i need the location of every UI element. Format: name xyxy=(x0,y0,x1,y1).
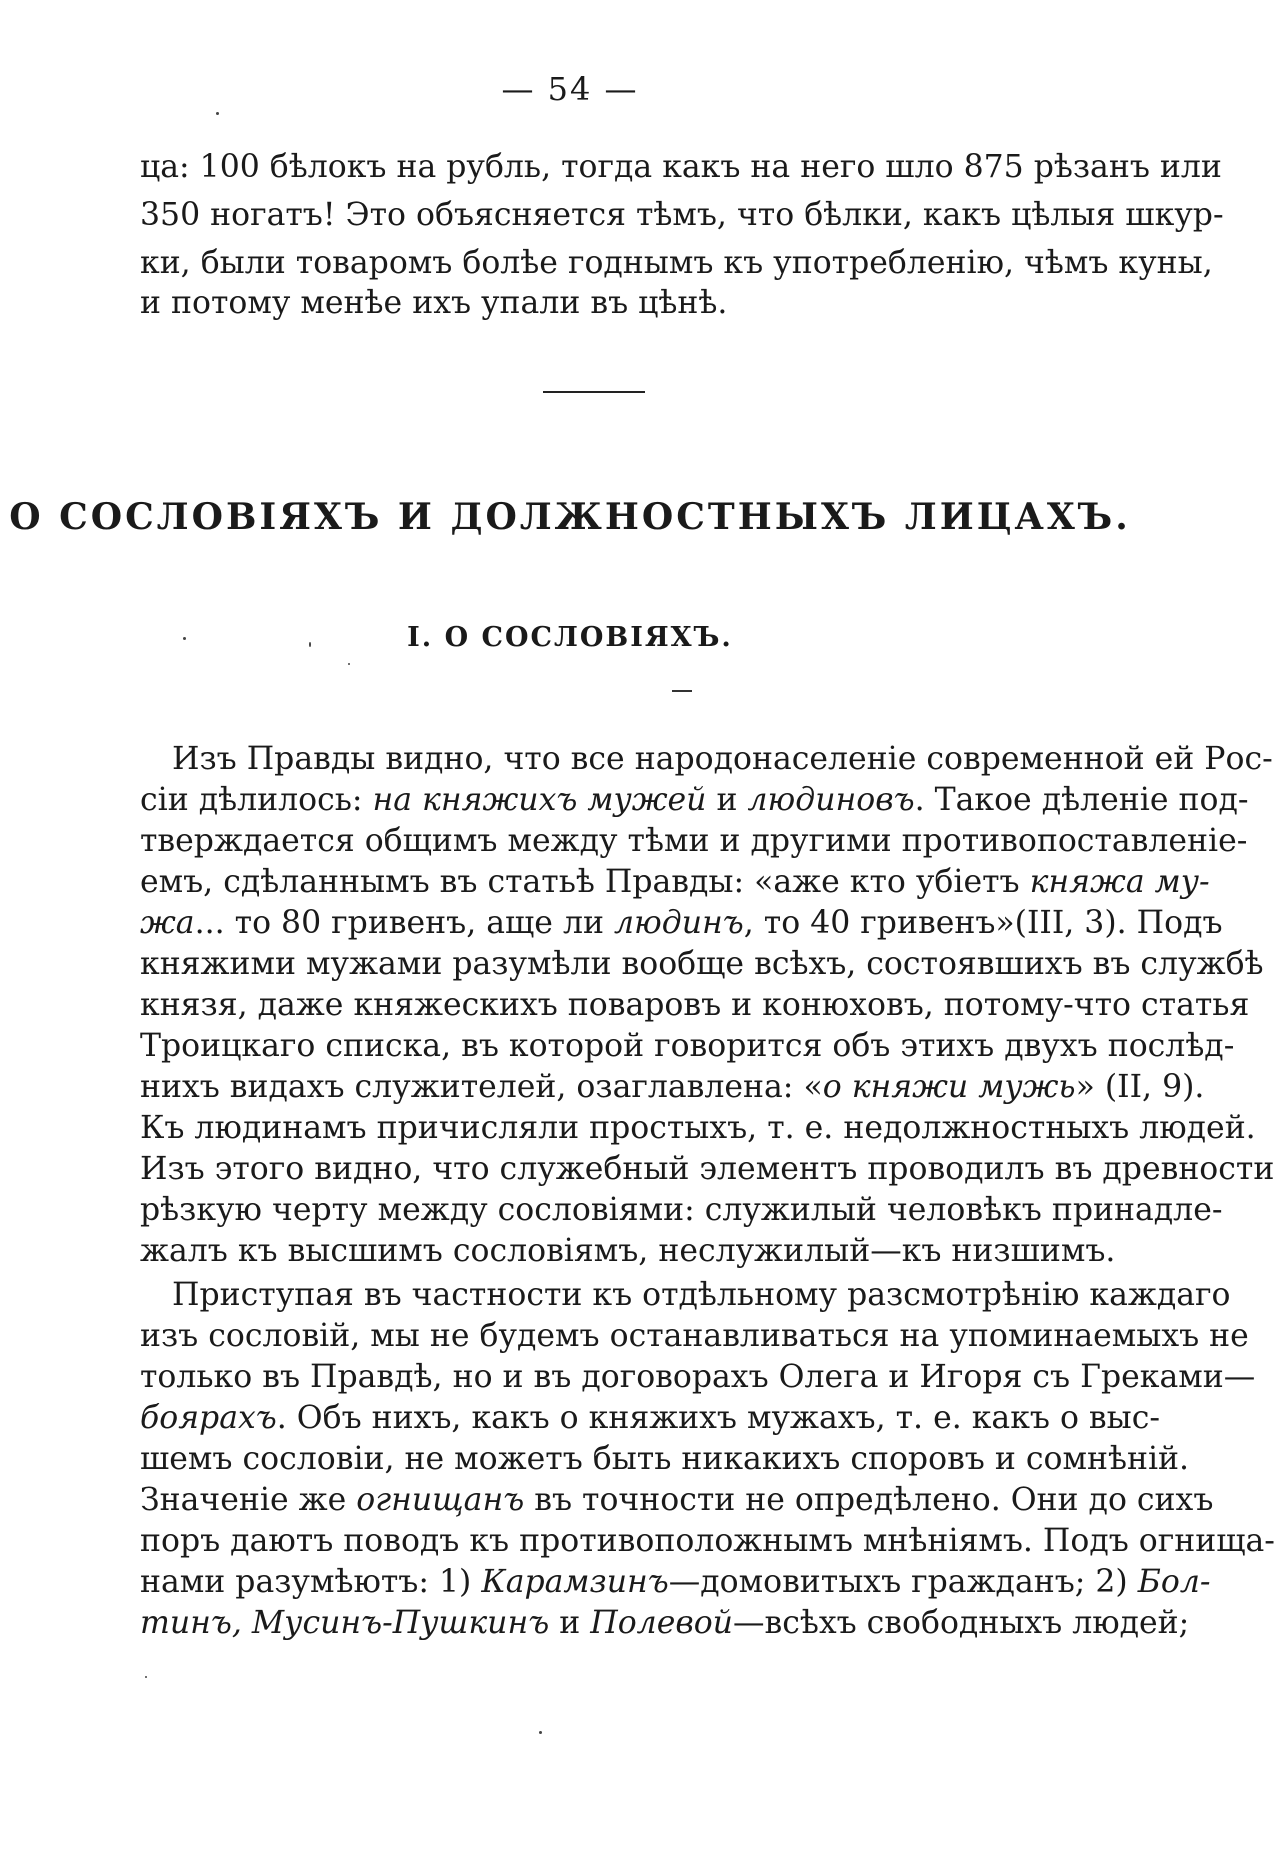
text-line: нами разумѣютъ: 1) Карамзинъ—домовитыхъ гражданъ; 2) Бол- xyxy=(140,1564,1211,1600)
paper-speck xyxy=(183,637,186,640)
text-line: Къ людинамъ причисляли простыхъ, т. е. недолжностныхъ людей. xyxy=(140,1110,1256,1146)
paper-speck xyxy=(539,1731,542,1734)
text-line: тверждается общимъ между тѣми и другими противопоставленіе- xyxy=(140,823,1248,859)
text-line: боярахъ. Объ нихъ, какъ о княжихъ мужахъ, т. е. какъ о выс- xyxy=(140,1400,1161,1436)
text-line: жалъ къ высшимъ сословіямъ, неслужилый—къ низшимъ. xyxy=(140,1233,1116,1269)
text-line: Приступая въ частности къ отдѣльному разсмотрѣнію каждаго xyxy=(172,1277,1231,1313)
text-line: изъ сословій, мы не будемъ останавливаться на упоминаемыхъ не xyxy=(140,1318,1249,1354)
text-line: ки, были товаромъ болѣе годнымъ къ употребленію, чѣмъ куны, xyxy=(140,245,1213,281)
text-line: емъ, сдѣланнымъ въ статьѣ Правды: «аже кто убіетъ княжа му- xyxy=(140,864,1210,900)
text-line: поръ даютъ поводъ къ противоположнымъ мнѣніямъ. Подъ огнища- xyxy=(140,1523,1275,1559)
subsection-dash xyxy=(672,690,692,692)
text-line: Изъ этого видно, что служебный элементъ проводилъ въ древности xyxy=(140,1151,1275,1187)
text-line: княжими мужами разумѣли вообще всѣхъ, состоявшихъ въ службѣ xyxy=(140,946,1264,982)
text-line: жа... то 80 гривенъ, аще ли людинъ, то 40 гривенъ»(III, 3). Подъ xyxy=(140,905,1223,941)
text-line: и потому менѣе ихъ упали въ цѣнѣ. xyxy=(140,285,728,321)
text-line: нихъ видахъ служителей, озаглавлена: «о княжи мужь» (II, 9). xyxy=(140,1069,1205,1105)
text-line: рѣзкую черту между сословіями: служилый человѣкъ принадле- xyxy=(140,1192,1223,1228)
section-title: О СОСЛОВІЯХЪ И ДОЛЖНОСТНЫХЪ ЛИЦАХЪ. xyxy=(9,496,1131,538)
text-line: князя, даже княжескихъ поваровъ и конюховъ, потому-что статья xyxy=(140,987,1250,1023)
text-line: только въ Правдѣ, но и въ договорахъ Олега и Игоря съ Греками— xyxy=(140,1359,1256,1395)
paper-speck xyxy=(145,1676,147,1678)
text-line: ца: 100 бѣлокъ на рубль, тогда какъ на него шло 875 рѣзанъ или xyxy=(140,149,1222,185)
paper-speck xyxy=(309,642,311,647)
paper-speck xyxy=(216,112,219,115)
text-line: Изъ Правды видно, что все народонаселеніе современной ей Рос- xyxy=(172,741,1273,777)
text-line: шемъ сословіи, не можетъ быть никакихъ споровъ и сомнѣній. xyxy=(140,1441,1190,1477)
section-divider xyxy=(543,391,645,393)
text-line: Троицкаго списка, въ которой говорится объ этихъ двухъ послѣд- xyxy=(140,1028,1235,1064)
text-line: тинъ, Мусинъ-Пушкинъ и Полевой—всѣхъ свободныхъ людей; xyxy=(140,1605,1190,1641)
text-line: 350 ногатъ! Это объясняется тѣмъ, что бѣлки, какъ цѣлыя шкур- xyxy=(140,197,1224,233)
page-number: — 54 — xyxy=(501,70,639,108)
text-line: Значеніе же огнищанъ въ точности не опредѣлено. Они до сихъ xyxy=(140,1482,1214,1518)
paper-speck xyxy=(348,663,350,665)
text-line: сіи дѣлилось: на княжихъ мужей и людиновъ. Такое дѣленіе под- xyxy=(140,782,1249,818)
subsection-title: I. О СОСЛОВІЯХЪ. xyxy=(407,622,733,653)
